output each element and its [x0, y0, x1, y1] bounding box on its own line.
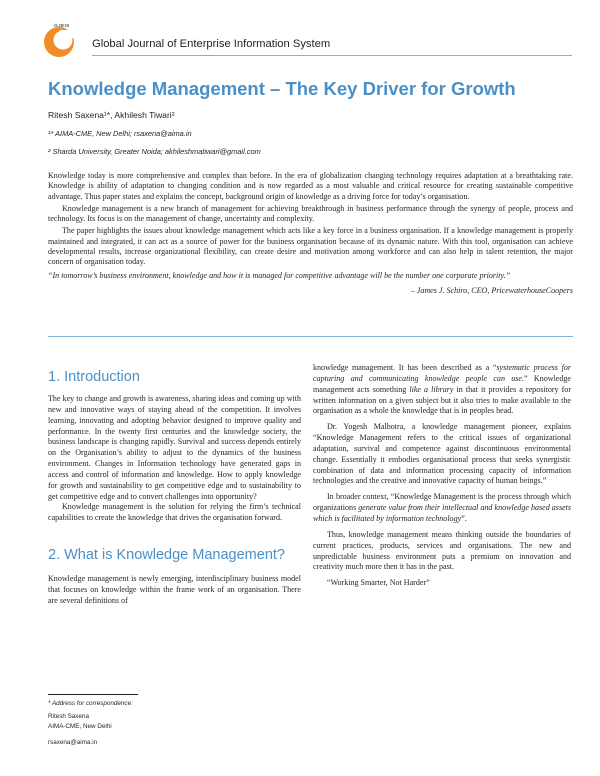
affiliation-1: ¹* AIMA-CME, New Delhi; rsaxena@aima.in: [48, 129, 192, 138]
text-run: ”.: [461, 513, 467, 523]
left-column: [48, 368, 301, 607]
abstract-rule: [48, 336, 573, 337]
subheading-quote: “Working Smarter, Not Harder”: [327, 578, 430, 588]
emphasis-text: systematic process for capturing and communicating knowledge people can use.: [313, 363, 571, 383]
text-run: in that it provides a repository for written information on a given subject but it also tries to make available to the organisation as a whole the knowledge that is in peoples head.: [313, 384, 571, 416]
body-paragraph: Knowledge management is newly emerging, interdisciplinary business model that focuses on knowledge within the frame work of an organisation. There are several definitions of: [48, 574, 301, 605]
body-paragraph: Knowledge management is the solution for relying the firm’s technical capabilities to create the knowledge that drives the organisation forward.: [48, 502, 301, 523]
affiliation-2: ² Sharda University, Greater Noida; akhileshmatiwari@gmail.com: [48, 147, 261, 156]
right-column: [313, 363, 571, 589]
authors: Ritesh Saxena¹*, Akhilesh Tiwari²: [48, 110, 175, 120]
header-rule: [92, 55, 572, 56]
quote-attribution: – James J. Schiro, CEO, PricewaterhouseCoopers: [410, 285, 573, 295]
footnote-name: Ritesh Saxena: [48, 713, 89, 720]
text-run: ” Knowledge management acts something: [313, 373, 572, 394]
body-paragraph: [313, 363, 571, 417]
footnote-email: rsaxena@aima.in: [48, 739, 98, 746]
footnote-label: * Address for correspondence:: [48, 700, 133, 707]
abstract-paragraph: The paper highlights the issues about knowledge management which acts like a key force in a business organisation. If a knowledge management is properly maintained and integrated, it can act as a source of power for the business organisation because of its dynamic nature. With this tool, organisation can achieve developmental results, increase organizational flexibility, can create desire and motivation among workforce and can also help in talent retention, the major concern of organisation today.: [48, 226, 573, 267]
paper-title: Knowledge Management – The Key Driver for Growth: [48, 78, 516, 99]
journal-name: Global Journal of Enterprise Information System: [92, 38, 331, 50]
section-heading-introduction: 1. Introduction: [48, 369, 140, 385]
abstract-paragraph: Knowledge today is more comprehensive and complex than before. In the era of globalization changing technology requires adaptation at a breathtaking rate. Knowledge is ability of adaptation to changing condition and is now regarded as a most valuable and critical resource for creating sustainable competitive advantage. Thus paper states and explains the concept, background origin of knowledge as a driving force for today’s organisation.: [48, 171, 573, 201]
body-paragraph: Thus, knowledge management means thinking outside the boundaries of current practices, products, services and organisations. The new and unpredictable business environment puts a premium on innovation and creativity much more then it has in the past.: [313, 529, 571, 572]
abstract-paragraph: Knowledge management is a new branch of management for achieving breakthrough in business performance through the synergy of people, process and technology. Its focus is on the management of change, uncertainty and complexity.: [48, 203, 573, 224]
journal-logo: [40, 22, 78, 60]
emphasis-text: like a library: [409, 384, 454, 394]
abstract-quote: “In tomorrow’s business environment, knowledge and how it is managed for competitive advantage will be the number one corporate priority.”: [48, 270, 511, 280]
section-heading-what-is-km: 2. What is Knowledge Management?: [48, 547, 285, 564]
journal-logo-text: GJEIS: [54, 24, 70, 29]
text-run: In broader context, “Knowledge Management is the process through which organizations: [313, 492, 571, 513]
body-paragraph: The key to change and growth is awareness, sharing ideas and coming up with new and innovative ways of staying ahead of the competition. It involves learning, innovating and adopting behavior designed to improve quality and performance. In the twenty first centuries and the knowledge society, the business landscape is changing rapidly. Survival and success depends entirely on the Organisation’s ability to adjust to the dynamics of the business environment. Changes in Information technology have generated gaps in access and control of information and knowledge. How to apply knowledge for growth and sustainability to get competitive edge and to sustainability to get competitive edge and to convert challenges into opportunity?: [48, 394, 301, 501]
text-run: knowledge management. It has been described as a “: [313, 363, 497, 372]
footnote-rule: [48, 694, 138, 695]
footnote-org: AIMA-CME, New Delhi: [48, 723, 112, 730]
abstract: [48, 171, 573, 298]
body-paragraph: Dr. Yogesh Malhotra, a knowledge management pioneer, explains “Knowledge Management refers to the critical issues of organizational adaptation, survival and competence against discontinuous environmental change. Essentially it embodies organisational process that seeks synergistic combination of data and information processing capacity of information technologies and the creative and innovative capacity of human beings.”: [313, 422, 571, 486]
emphasis-text: generate value from their intellectual and knowledge based assets which is facilitated by information technology: [313, 503, 572, 523]
body-paragraph: [313, 492, 571, 525]
